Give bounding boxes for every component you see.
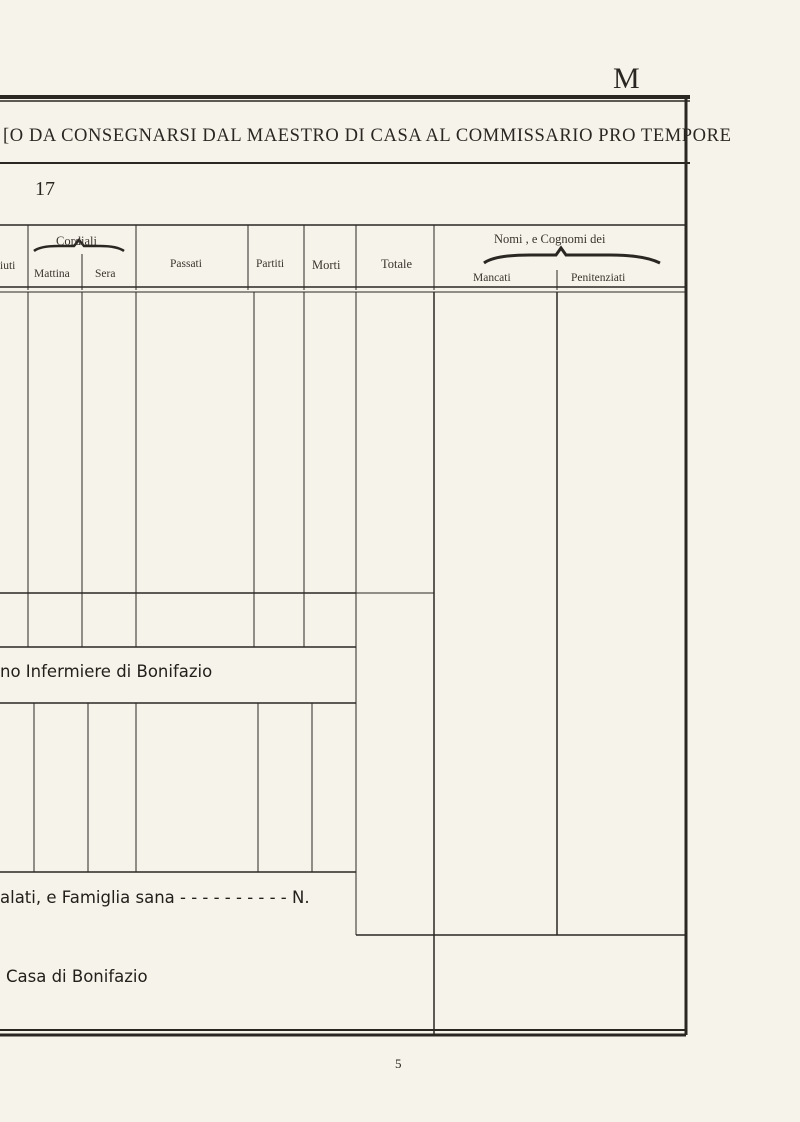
column-header-penitenziati: Penitenziati [571,272,626,284]
column-header-passati: Passati [170,258,202,270]
column-header-mancati: Mancati [473,272,511,284]
section-malati: alati, e Famiglia sana - - - - - - - - - - N. [0,888,310,907]
column-header-cordiali: Cordiali [56,234,97,248]
column-header-mattina: Mattina [34,268,70,280]
column-header-nomi: Nomi , e Cognomi dei [494,232,606,246]
column-header-sera: Sera [95,268,116,280]
corner-letter: M [613,62,640,95]
section-infermiere: no Infermiere di Bonifazio [0,662,213,681]
page-number: 17 [35,178,55,200]
column-header-morti: Morti [312,258,341,272]
column-header-truncated: iuti [0,260,16,272]
footer-page-number: 5 [395,1056,402,1071]
section-casa: Casa di Bonifazio [6,967,148,986]
column-header-totale: Totale [381,257,413,271]
column-header-partiti: Partiti [256,258,285,270]
page-header: [O DA CONSEGNARSI DAL MAESTRO DI CASA AL COMMISSARIO PRO TEMPORE [3,126,732,146]
